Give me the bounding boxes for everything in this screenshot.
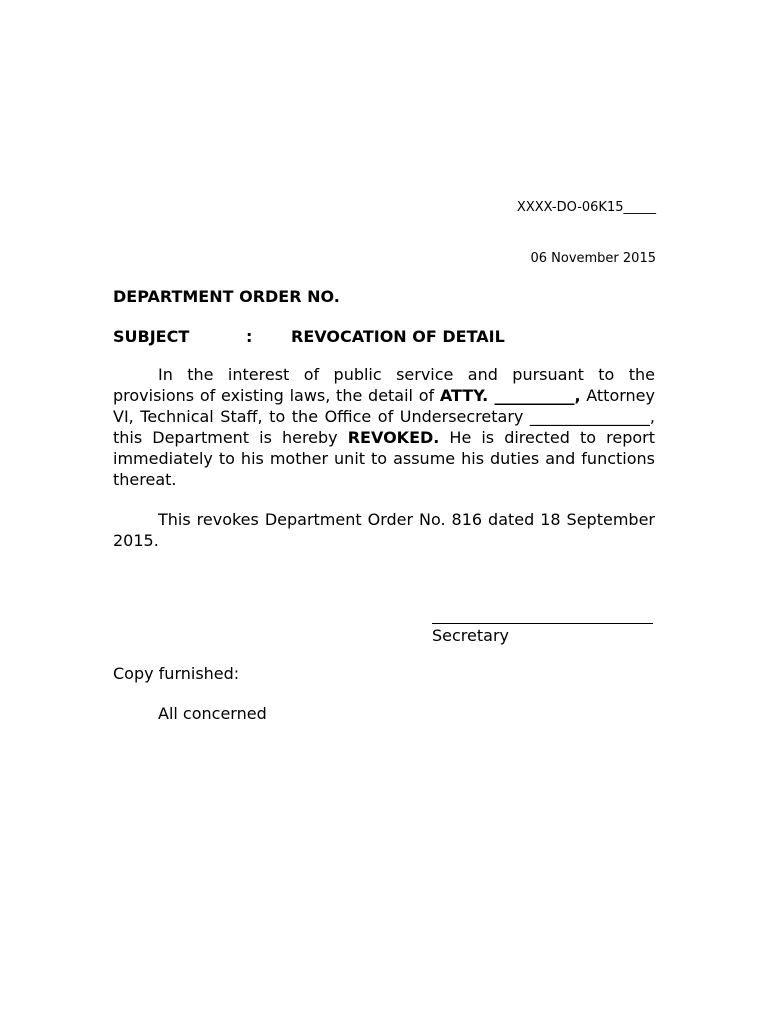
revoked-keyword: REVOKED.: [347, 428, 440, 447]
copy-furnished-recipient: All concerned: [158, 704, 267, 723]
paragraph1-part3: He is directed to report immediately to his mother unit to assume his duties and functions thereat.: [113, 428, 655, 489]
subject-label: SUBJECT: [113, 327, 190, 346]
document-date: 06 November 2015: [530, 251, 656, 266]
subject-text: REVOCATION OF DETAIL: [291, 327, 505, 346]
body-paragraph-2: This revokes Department Order No. 816 dated 18 September 2015.: [113, 510, 655, 550]
department-order-title: DEPARTMENT ORDER NO.: [113, 287, 340, 306]
signatory-title: Secretary: [432, 626, 509, 645]
paragraph1-part1: In the interest of public service and pursuant to the provisions of existing laws, the detail of: [113, 365, 655, 405]
body-paragraph-1: [113, 364, 655, 490]
subject-line: [113, 327, 505, 346]
paragraph1-part2: Attorney VI, Technical Staff, to the Office of Undersecretary _______________, this Department is hereby: [113, 386, 655, 447]
signature-line: [432, 623, 653, 624]
copy-furnished-label: Copy furnished:: [113, 664, 240, 683]
atty-name-blank: ATTY. __________,: [439, 386, 581, 405]
subject-separator: :: [246, 327, 253, 346]
reference-number: XXXX-DO-06K15_____: [516, 200, 656, 215]
